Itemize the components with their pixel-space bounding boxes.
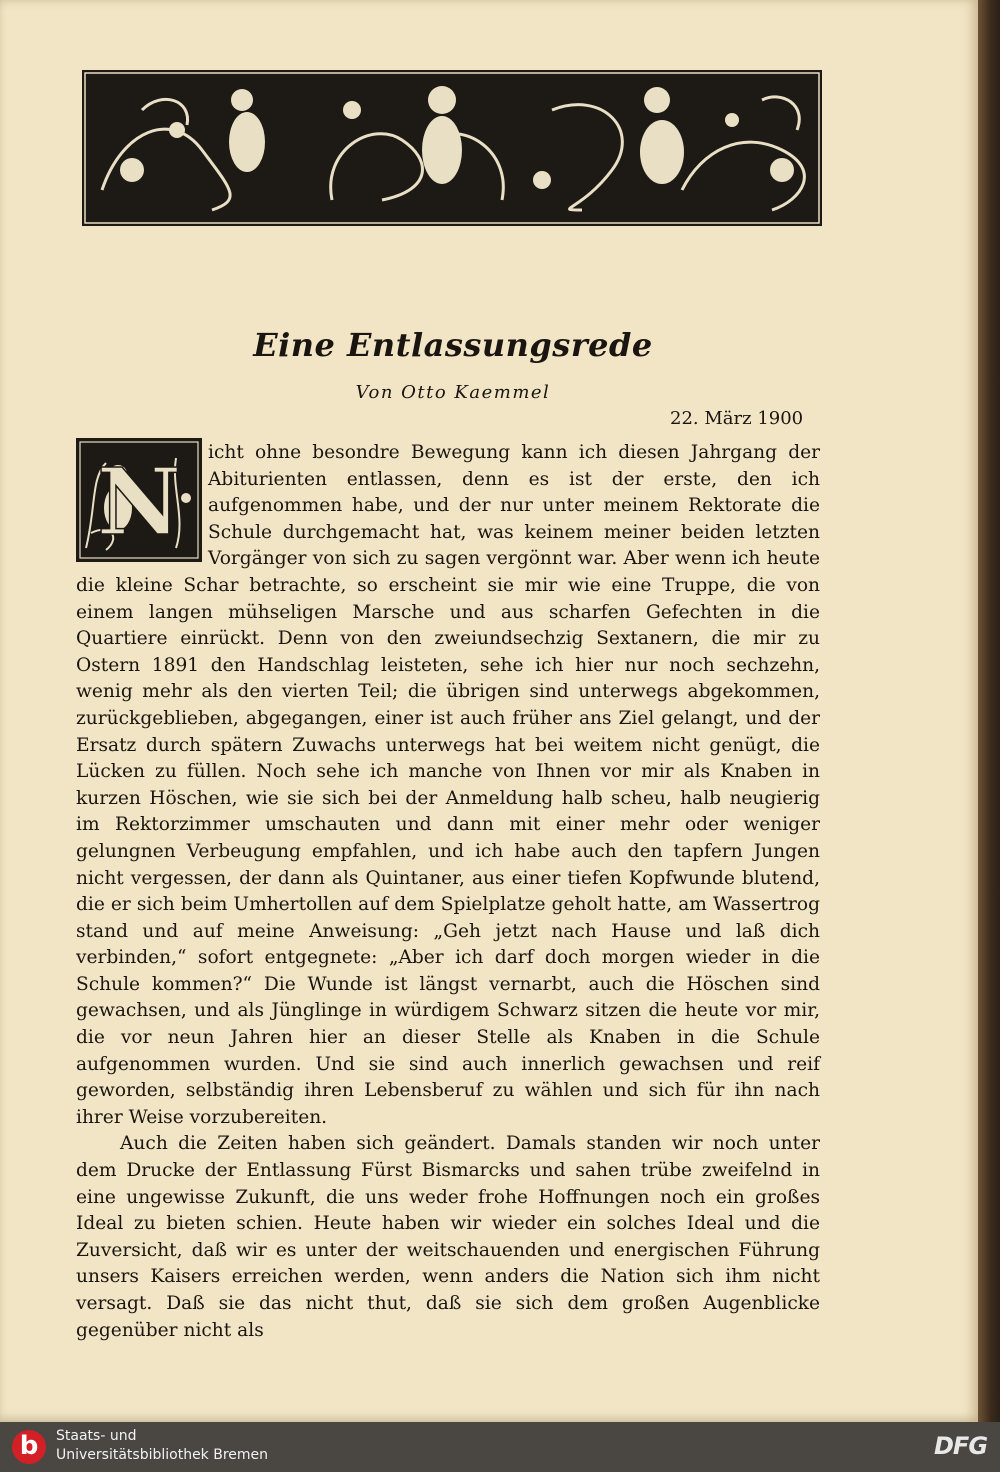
library-name-line-2: Universitätsbibliothek Bremen — [56, 1447, 269, 1463]
page-edge-shadow — [978, 0, 1000, 1422]
library-name[interactable] — [56, 1427, 268, 1465]
article-body — [76, 440, 820, 1344]
dfg-logo[interactable]: DFG — [934, 1432, 988, 1460]
decorative-header-ornament — [82, 70, 822, 226]
library-logo-icon[interactable]: b — [12, 1430, 46, 1464]
paragraph-1-text: icht ohne besondre Bewegung kann ich diesen Jahrgang der Abiturienten entlassen, denn es ist der erste, den ich aufgenommen habe, und der nur unter meinem Rektorate die Schule durchgemacht hat, was keinem meiner beiden letzten Vorgänger von sich zu sagen vergönnt war. Aber wenn ich heute die kleine Schar betrachte, so erscheint sie mir wie eine Truppe, die von einem langen mühseligen Marsche und aus scharfen Gefechten in die Quartiere einrückt. Denn von den zweiundsechzig Sextanern, die mir zu Ostern 1891 den Handschlag leisteten, sehe ich hier nur noch sechzehn, wenig mehr als den vierten Teil; die übrigen sind unterwegs abgekommen, zurückgeblieben, abgegangen, einer ist auch früher ans Ziel gelangt, und der Ersatz durch spätern Zuwachs unterwegs hat bei weitem nicht genügt, die Lücken zu füllen. Noch sehe ich manche von Ihnen vor mir als Knaben in kurzen Höschen, wie sie sich bei der Anmeldung halb scheu, halb neugierig im Rektorzimmer umschauten und dann mit einer mehr oder weniger gelungnen Verbeugung empfahlen, und ich habe auch den tapfern Jungen nicht vergessen, der dann als Quintaner, aus einer tiefen Kopfwunde blutend, die er sich beim Umhertollen auf dem Spielplatze geholt hatte, am Wassertrog stand und auf meine Anweisung: „Geh jetzt nach Hause und laß dich verbinden,“ sofort entgegnete: „Aber ich darf doch morgen wieder in die Schule kommen?“ Die Wunde ist längst vernarbt, auch die Höschen sind gewachsen, und als Jünglinge in würdigem Schwarz sitzen die heute vor mir, die vor neun Jahren hier an dieser Stelle als Knaben in die Schule aufgenommen wurden. Und sie sind auch innerlich gewachsen und reif geworden, selbständig ihren Lebensberuf zu wählen und sich für ihn nach ihrer Weise vorzubereiten. — [76, 442, 820, 1128]
initial-letter: N — [96, 448, 182, 556]
article-date: 22. März 1900 — [670, 408, 804, 429]
article-title: Eine Entlassungsrede — [253, 326, 653, 364]
paragraph-2: Auch die Zeiten haben sich geändert. Damals standen wir noch unter dem Drucke der Entlassung Fürst Bismarcks und sahen trübe zweifelnd in eine ungewisse Zukunft, die uns weder frohe Hoffnungen noch ein großes Ideal zu bieten schien. Heute haben wir wieder ein solches Ideal und die Zuversicht, daß wir es unter der weitschauenden und energischen Führung unsers Kaisers erreichen werden, wenn anders die Nation sich ihm nicht versagt. Daß sie das nicht thut, daß sie sich dem großen Augenblicke gegenüber nicht als — [76, 1133, 820, 1341]
library-name-line-1: Staats- und — [56, 1428, 137, 1444]
article-author: Von Otto Kaemmel — [355, 382, 551, 403]
initial-spacer — [76, 440, 208, 570]
library-footer-bar — [0, 1422, 1000, 1472]
paragraph-1 — [76, 440, 820, 1131]
